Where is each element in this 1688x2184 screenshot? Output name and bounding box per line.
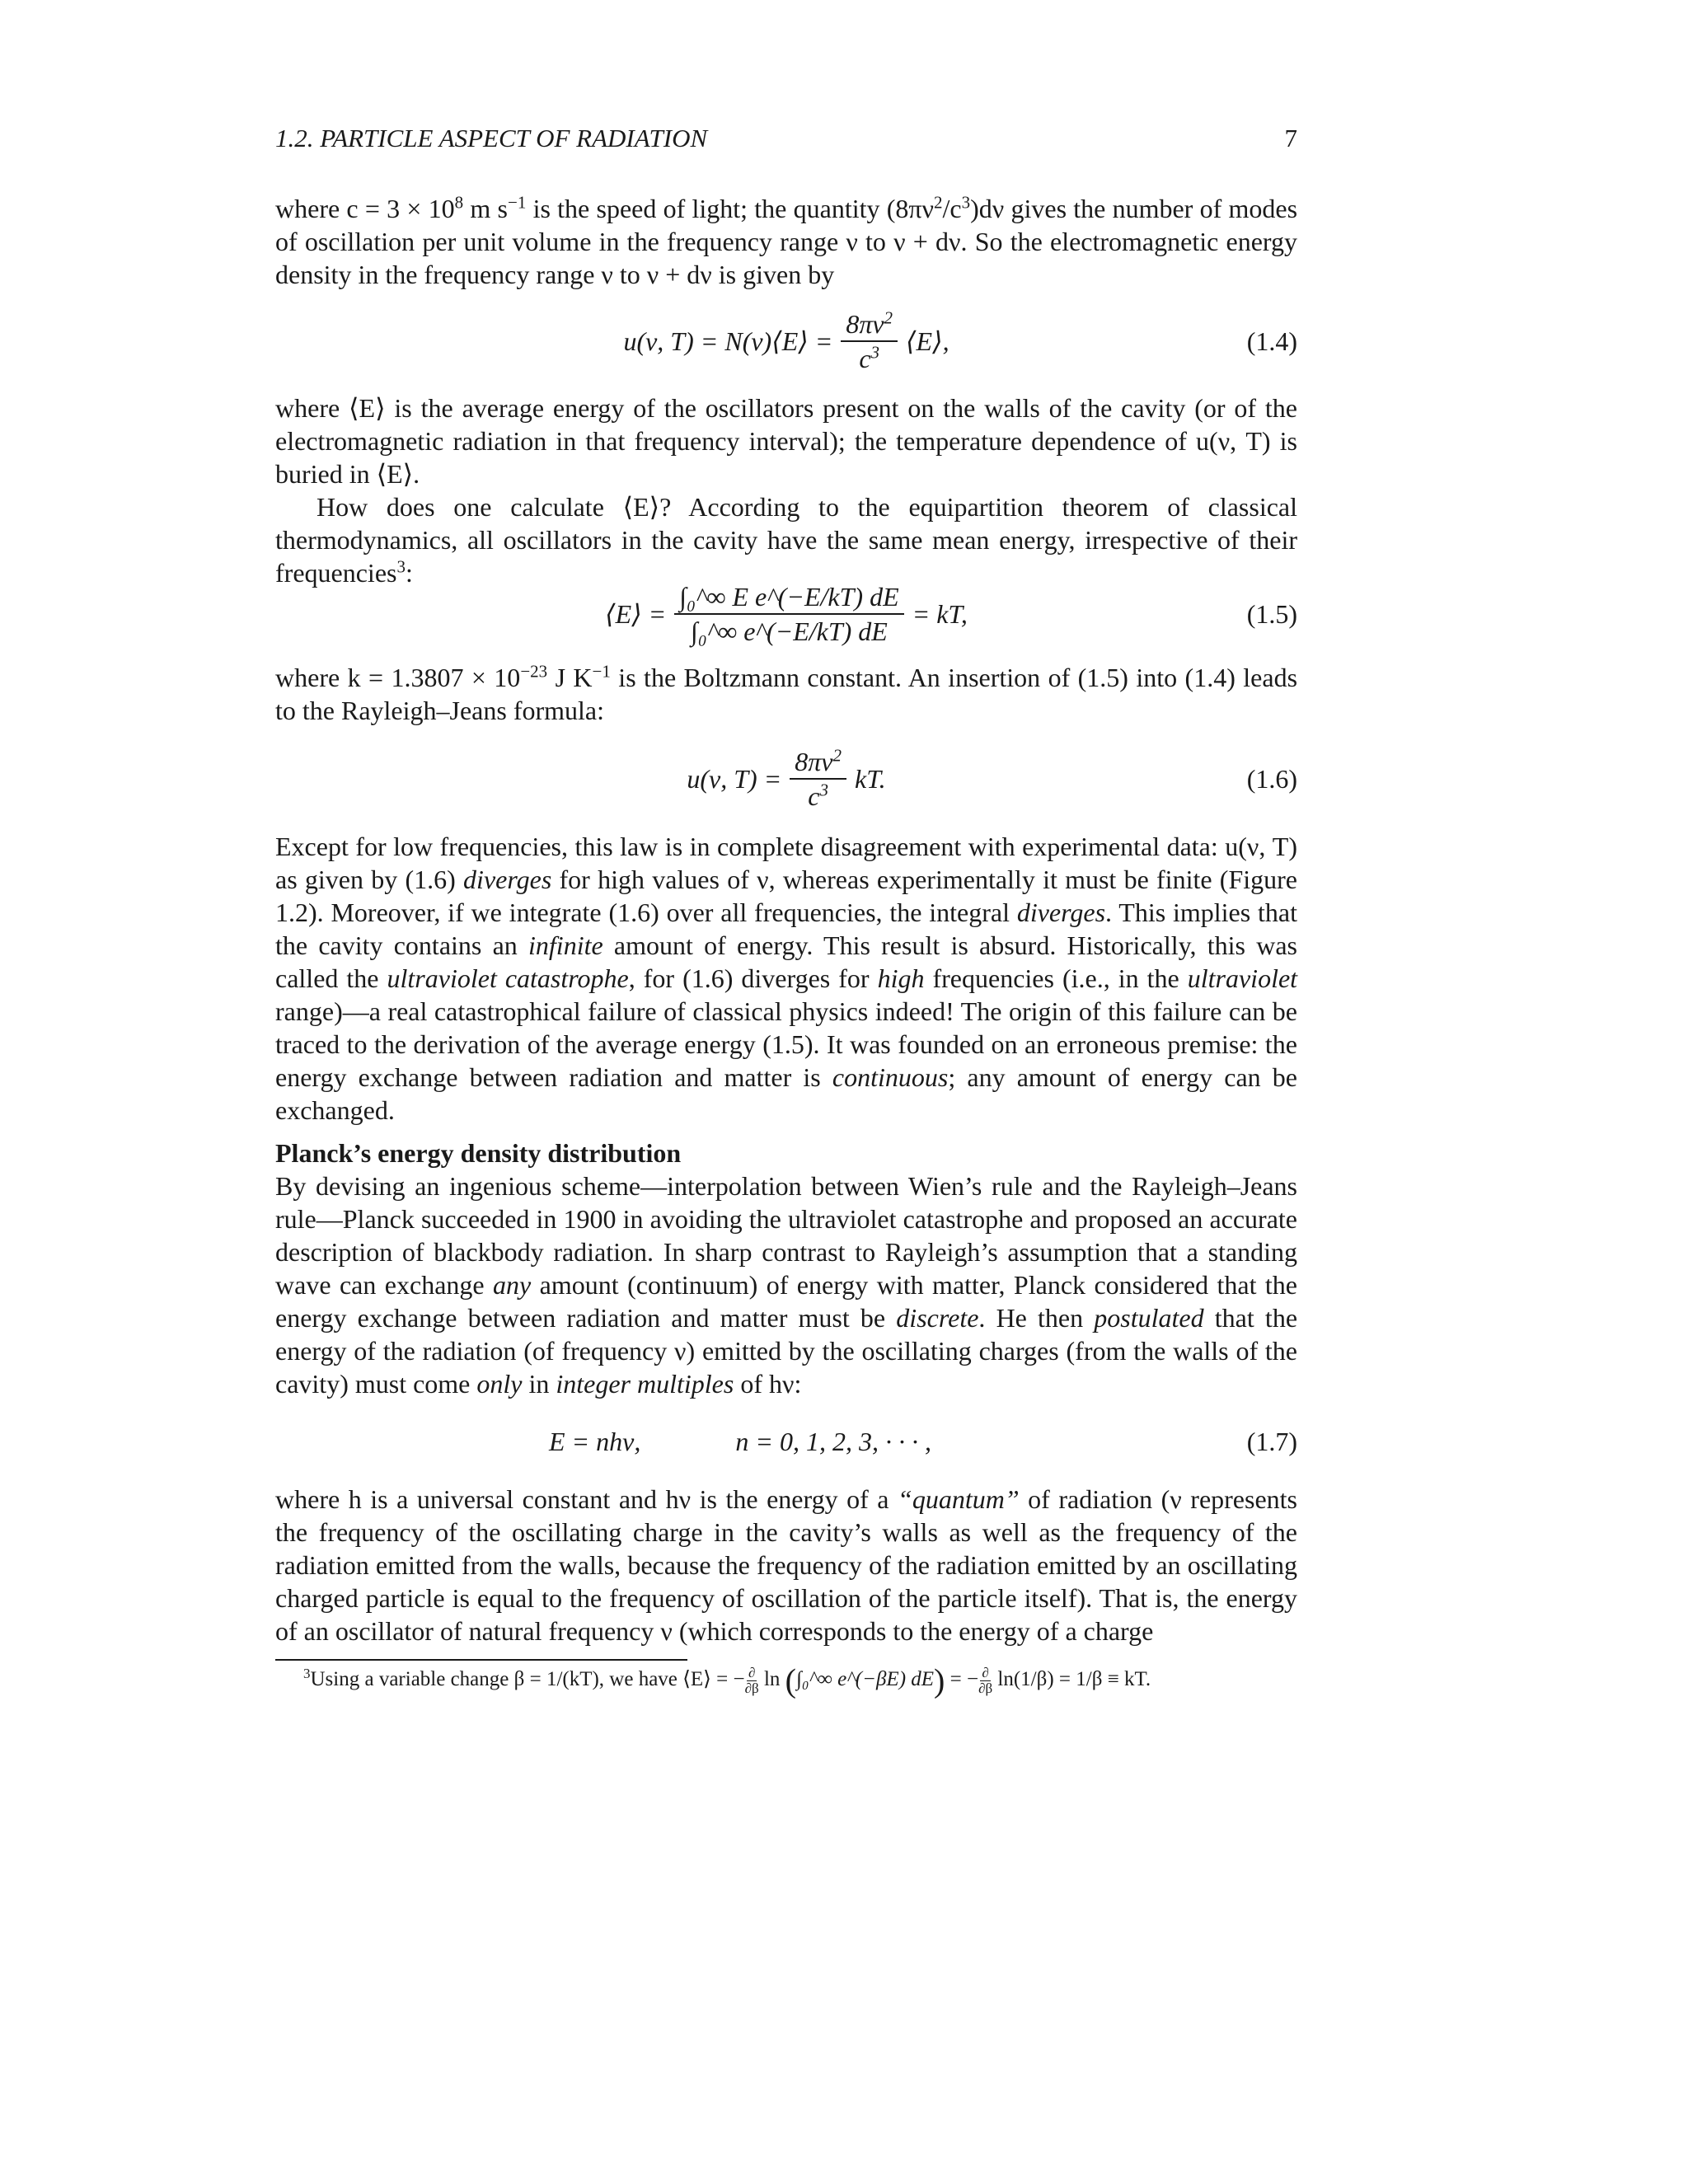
equation-number: (1.6) <box>1246 763 1297 794</box>
paragraph-3: How does one calculate ⟨E⟩? According to the equipartition theorem of classical thermodynamics, all oscillators in the cavity have the same mean energy, irrespective of their frequencies$^3$: <box>275 492 1297 588</box>
equation-1-5: ⟨E⟩ = $\frac{\text{∫₀\textasciicircum{}∞ E e\textasciicircum{}(−E/kT) dE}}{\text{∫₀\textasciicircum{}∞ e\textasciicircum{}(−E/kT) dE}}$ = kT, (1.5) <box>605 581 1297 646</box>
section-heading: Planck’s energy density distribution <box>275 1138 682 1168</box>
equation-1-4: u(ν, T) = N(ν)⟨E⟩ = $\frac{8\pi\nu^2}{c^3}$ ⟨E⟩, (1.4) <box>623 307 1297 373</box>
equation-number: (1.5) <box>1246 598 1297 629</box>
paragraph-5: Except for low frequencies, this law is in complete disagreement with experimental data: u(ν, T) as given by (1.6) diverges for high values of ν, whereas experimentally it must be finite (Figure 1.2). Moreover, if we integrate (1.6) over all frequencies, the integral diverges. This implies that the cavity contains an infinite amount of energy. This result is absurd. Historically, this was called the ultraviolet catastrophe, for (1.6) diverges for high frequencies (i.e., in the ultraviolet range)—a real catastrophical failure of classical physics indeed! The origin of this failure can be traced to the derivation of the average energy (1.5). It was founded on an erroneous premise: the energy exchange between radiation and matter is continuous; any amount of energy can be exchanged. <box>275 832 1298 1125</box>
equation-1-7: E = nhν, n = 0, 1, 2, 3, · · · , (1.7) <box>549 1427 1297 1456</box>
paragraph-1: where $c = 3 \times 10^8$ m $s^{-1}$ is the speed of light; the quantity $(8\pi\nu^2/c^3)d\nu$ gives the number of modes of oscillation per unit volume in the frequency range ν to ν + dν. So the electromagnetic energy density in the frequency range ν to ν + dν is given by <box>275 192 1298 289</box>
paragraph-7: where h is a universal constant and hν is the energy of a “quantum” of radiation (ν represents the frequency of the oscillating charge in the cavity’s walls as well as the frequency of the radiation emitted from the walls, because the frequency of the radiation emitted by an oscillating charged particle is equal to the frequency of oscillation of the particle itself). That is, the energy of an oscillator of natural frequency ν (which corresponds to the energy of a charge <box>275 1484 1298 1646</box>
section-title: 1.2. PARTICLE ASPECT OF RADIATION <box>275 124 708 152</box>
footnote-rule <box>275 1659 687 1661</box>
paragraph-2: where ⟨E⟩ is the average energy of the oscillators present on the walls of the cavity (or of the electromagnetic radiation in that frequency interval); the temperature dependence of u(ν, T) is buried in ⟨E⟩. <box>275 393 1297 489</box>
paragraph-4: where $k = 1.3807 \times 10^{-23}$ J $K^{-1}$ is the Boltzmann constant. An insertion of (1.5) into (1.4) leads to the Rayleigh–Jeans formula: <box>275 661 1298 725</box>
equation-1-6: u(ν, T) = $\frac{8\pi\nu^2}{c^3}$ kT. (1.6) <box>687 744 1297 811</box>
paragraph-6: By devising an ingenious scheme—interpolation between Wien’s rule and the Rayleigh–Jeans rule—Planck succeeded in 1900 in avoiding the ultraviolet catastrophe and proposed an accurate description of blackbody radiation. In sharp contrast to Rayleigh’s assumption that a standing wave can exchange any amount (continuum) of energy with matter, Planck considered that the energy exchange between radiation and matter must be discrete. He then postulated that the energy of the radiation (of frequency ν) emitted by the oscillating charges (from the walls of the cavity) must come only in integer multiples of hν: <box>275 1171 1298 1399</box>
equation-number: (1.7) <box>1246 1427 1297 1456</box>
page <box>275 124 1298 1699</box>
running-header <box>275 124 1297 157</box>
equation-number: (1.4) <box>1246 326 1297 356</box>
footnote: $^3$Using a variable change β = 1/(kT), we have ⟨E⟩ = − ∂ ∂β ln (∫₀^∞ e^(−βE) dE) = − ∂ ∂β ln(1/β) = 1/β ≡ kT. <box>303 1661 1151 1699</box>
page-number: 7 <box>1284 124 1297 152</box>
